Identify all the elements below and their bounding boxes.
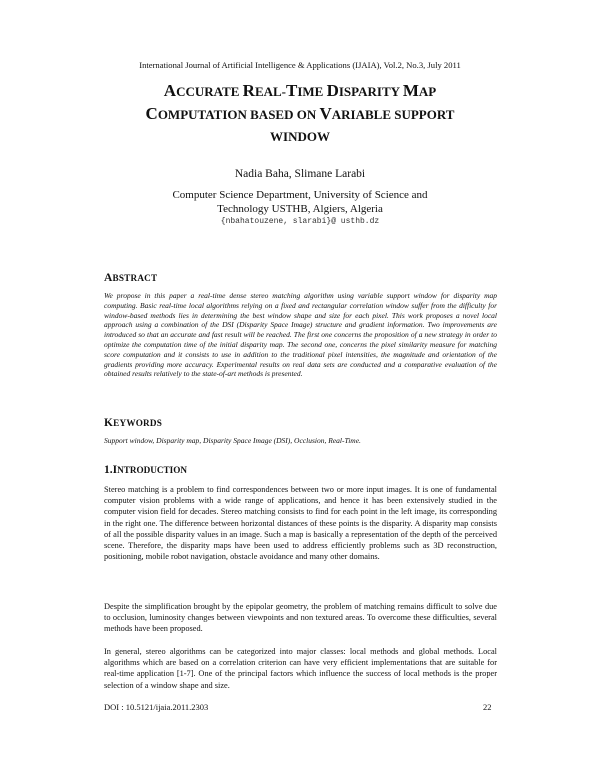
- doi: DOI : 10.5121/ijaia.2011.2303: [104, 702, 209, 712]
- page-number: 22: [483, 702, 492, 712]
- abstract-heading: ABSTRACT: [104, 272, 158, 284]
- author-email: {nbahatouzene, slarabi}@ usthb.dz: [220, 217, 380, 226]
- paper-title: [60, 80, 540, 148]
- abstract-text: We propose in this paper a real-time dense stereo matching algorithm using variable support window for disparity map computing. Basic real-time local algorithms relying on a fixed and rectangular correlation window suffer from the difficulty for window-based methods lies in determining the best window shape and size for each pixel. This work proposes a novel local approach using a combination of the DSI (Disparity Space Image) structure and gradient information. Two improvements are introduced so that an accurate and fast result will be reached. The first one concerns the proposition of a new strategy in order to optimize the computation time of the initial disparity map. The second one, concerns the pixel similarity measure for matching score computation and it consists to use in addition to the traditional pixel intensities, the magnitude and orientation of the gradients providing more accuracy. Experimental results on real data sets are conducted and a comparative evaluation of the obtained results relatively to the state-of-art methods is presented.: [104, 291, 497, 379]
- intro-paragraph-1: Stereo matching is a problem to find correspondences between two or more input images. It is one of fundamental computer vision problems with a wide range of applications, and hence it has been extensively studied in the computer vision field for decades. Stereo matching consists to find for each point in the left image, its corresponding in the right one. The difference between horizontal distances of these points is the disparity. A disparity map consists of all the possible disparity values in an image. Such a map is basically a representation of the depth of the perceived scene. Therefore, the disparity maps have been used to address efficiently problems such as 3D reconstruction, positioning, mobile robot navigation, obstacle avoidance and many other domains.: [104, 485, 497, 562]
- affiliation: [150, 189, 450, 216]
- title-line-3: WINDOW: [270, 129, 330, 144]
- affiliation-line-1: Computer Science Department, University of Science and: [172, 189, 428, 201]
- title-line-2: COMPUTATION BASED ON VARIABLE SUPPORT: [145, 104, 455, 123]
- keywords-heading: KEYWORDS: [104, 417, 163, 429]
- section-heading-introduction: 1.INTRODUCTION: [104, 464, 188, 476]
- affiliation-line-2: Technology USTHB, Algiers, Algeria: [217, 202, 383, 215]
- title-line-1: ACCURATE REAL-TIME DISPARITY MAP: [163, 81, 437, 100]
- intro-paragraph-3: In general, stereo algorithms can be categorized into major classes: local methods and global methods. Local algorithms which are based on a correlation criterion can have very efficient implementations that are suitable for real-time application [1-7]. One of the principal factors which influence the success of local methods is the proper selection of a window shape and size.: [104, 647, 497, 690]
- intro-paragraph-2: Despite the simplification brought by the epipolar geometry, the problem of matching remains difficult to solve due to occlusion, luminosity changes between viewpoints and non textured areas. To overcome these difficulties, several methods have been proposed.: [104, 602, 497, 634]
- author-names: Nadia Baha, Slimane Larabi: [234, 168, 366, 180]
- journal-header: International Journal of Artificial Intelligence & Applications (IJAIA), Vol.2, No.3, July 2011: [139, 60, 461, 70]
- keywords-text: Support window, Disparity map, Disparity Space Image (DSI), Occlusion, Real-Time.: [104, 436, 361, 445]
